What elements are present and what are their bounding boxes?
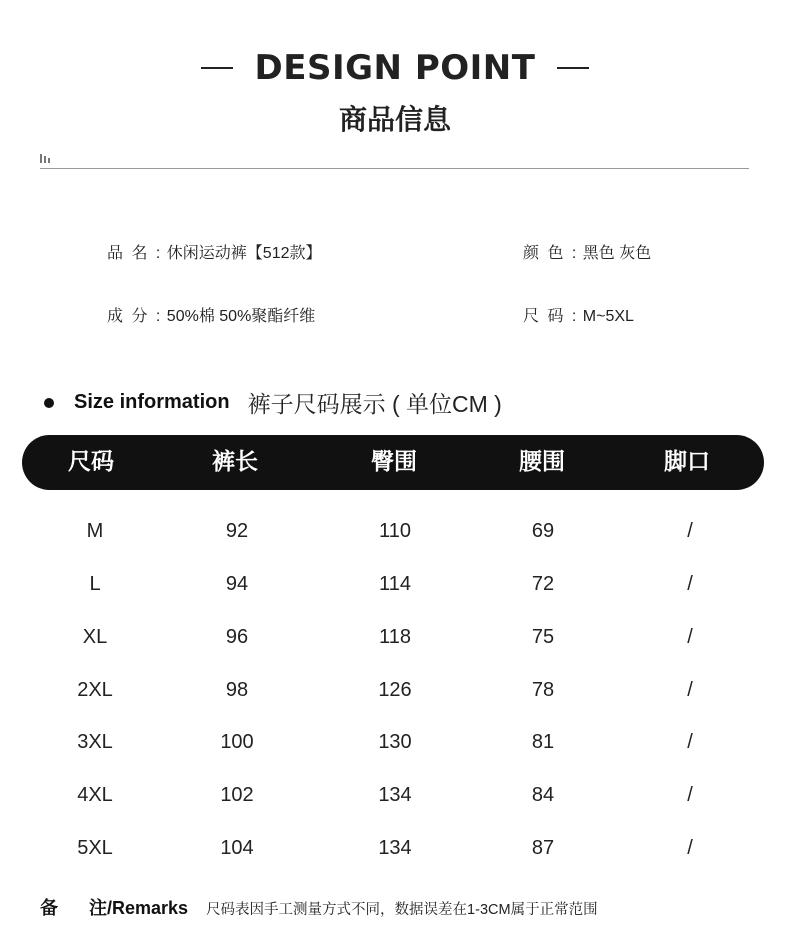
- table-cell: 5XL: [77, 837, 113, 859]
- product-size-value: M~5XL: [582, 308, 634, 325]
- product-color-label: 颜 色 :: [523, 245, 579, 262]
- table-row: [0, 622, 790, 652]
- size-title-cn: 裤子尺码展示 ( 单位CM ): [247, 391, 502, 417]
- table-cell: 72: [531, 573, 555, 595]
- column-header-waist: 腰围: [519, 449, 565, 475]
- product-size-row: [523, 303, 634, 326]
- table-row: [0, 516, 790, 546]
- table-cell: /: [687, 837, 693, 859]
- remarks-text: 尺码表因手工测量方式不同，数据误差在1-3CM属于正常范围: [206, 902, 598, 918]
- page-subtitle: 商品信息: [338, 103, 451, 136]
- product-color-row: [523, 240, 651, 263]
- size-table-header: [22, 435, 764, 490]
- product-composition-label: 成 分 :: [107, 308, 163, 325]
- remarks-row: [40, 894, 598, 920]
- table-cell: 84: [531, 784, 555, 806]
- table-cell: 126: [378, 679, 412, 701]
- table-cell: /: [687, 626, 693, 648]
- table-cell: /: [687, 573, 693, 595]
- table-cell: 98: [225, 679, 249, 701]
- table-cell: L: [89, 573, 101, 595]
- title-dash-left: [201, 67, 233, 69]
- table-cell: 78: [531, 679, 555, 701]
- table-cell: 114: [379, 573, 411, 595]
- table-cell: 96: [225, 626, 249, 648]
- table-cell: 118: [379, 626, 411, 648]
- table-cell: 104: [220, 837, 254, 859]
- table-cell: 134: [378, 837, 412, 859]
- table-cell: 130: [378, 731, 412, 753]
- table-cell: 94: [225, 573, 249, 595]
- table-cell: 2XL: [77, 679, 113, 701]
- table-cell: 92: [225, 520, 249, 542]
- table-cell: 134: [378, 784, 412, 806]
- bullet-icon: [44, 398, 54, 408]
- product-composition-value: 50%棉 50%聚酯纤维: [166, 308, 316, 325]
- table-cell: /: [687, 731, 693, 753]
- table-row: [0, 675, 790, 705]
- table-cell: 81: [531, 731, 555, 753]
- product-name-value: 休闲运动裤【512款】: [166, 245, 322, 262]
- remarks-label: 备 注/Remarks: [40, 898, 189, 918]
- table-cell: /: [687, 520, 693, 542]
- product-composition-row: [107, 303, 315, 326]
- table-cell: 110: [379, 520, 411, 542]
- table-cell: 75: [531, 626, 555, 648]
- product-name-row: [107, 240, 322, 263]
- size-title-en: Size information: [74, 391, 230, 413]
- table-row: [0, 727, 790, 757]
- table-cell: XL: [82, 626, 108, 648]
- table-cell: 4XL: [77, 784, 113, 806]
- table-cell: 69: [531, 520, 555, 542]
- column-header-length: 裤长: [212, 449, 258, 475]
- table-cell: 100: [220, 731, 254, 753]
- table-row: [0, 780, 790, 810]
- column-header-leg-opening: 脚口: [664, 449, 710, 475]
- table-cell: 3XL: [77, 731, 113, 753]
- size-section-heading: [44, 386, 502, 419]
- table-cell: 102: [220, 784, 254, 806]
- table-cell: /: [687, 784, 693, 806]
- table-row: [0, 833, 790, 863]
- column-header-size: 尺码: [68, 449, 114, 475]
- product-name-label: 品 名 :: [107, 245, 163, 262]
- page-title-row: [0, 48, 790, 88]
- product-color-value: 黑色 灰色: [582, 245, 652, 262]
- table-cell: 87: [531, 837, 555, 859]
- product-size-label: 尺 码 :: [523, 308, 579, 325]
- table-cell: M: [86, 520, 104, 542]
- title-dash-right: [557, 67, 589, 69]
- page-title: DESIGN POINT: [254, 48, 536, 88]
- table-cell: /: [687, 679, 693, 701]
- divider-line: [40, 168, 749, 169]
- column-header-hip: 臀围: [371, 449, 417, 475]
- table-row: [0, 569, 790, 599]
- bar-mark-icon: [40, 154, 52, 163]
